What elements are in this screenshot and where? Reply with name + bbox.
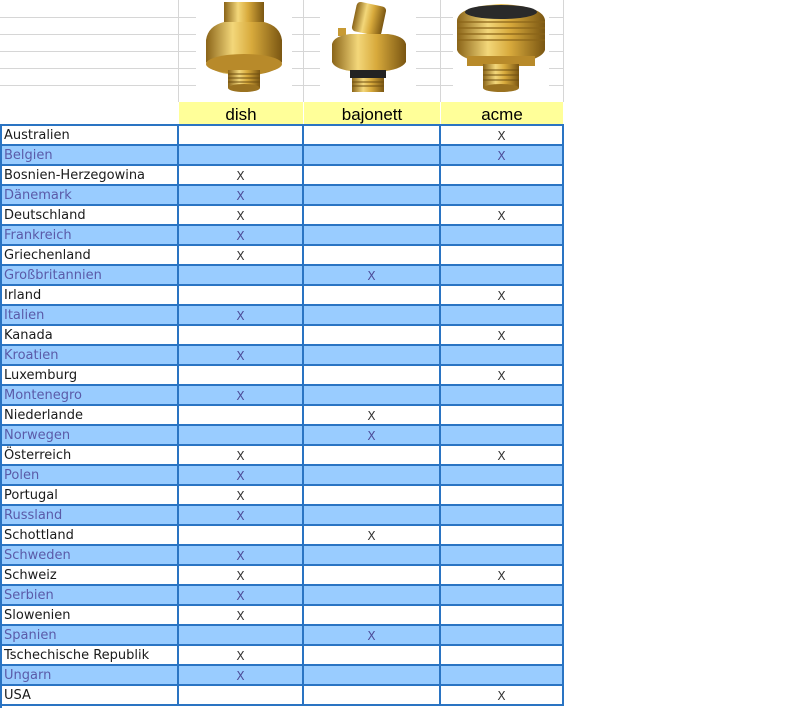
dish-cell <box>179 146 304 166</box>
bajonett-cell <box>304 246 441 266</box>
dish-cell <box>179 266 304 286</box>
table-row <box>0 286 564 306</box>
dish-fitting-image <box>196 0 292 100</box>
bajonett-cell <box>304 546 441 566</box>
dish-cell: X <box>179 546 304 566</box>
dish-cell <box>179 126 304 146</box>
column-header-bajonett: bajonett <box>304 102 440 126</box>
acme-cell: X <box>441 566 564 586</box>
dish-cell: X <box>179 606 304 626</box>
dish-cell: X <box>179 306 304 326</box>
country-cell: Serbien <box>0 586 179 606</box>
dish-cell: X <box>179 346 304 366</box>
country-cell: Polen <box>0 466 179 486</box>
bajonett-cell <box>304 146 441 166</box>
dish-cell: X <box>179 206 304 226</box>
dish-cell: X <box>179 466 304 486</box>
acme-cell: X <box>441 446 564 466</box>
bajonett-cell <box>304 326 441 346</box>
country-cell: Schweden <box>0 546 179 566</box>
dish-cell: X <box>179 226 304 246</box>
acme-cell <box>441 586 564 606</box>
country-cell: Australien <box>0 126 179 146</box>
table-row <box>0 126 564 146</box>
table-row <box>0 526 564 546</box>
table-row <box>0 346 564 366</box>
table-row <box>0 466 564 486</box>
table-row <box>0 366 564 386</box>
acme-cell <box>441 306 564 326</box>
acme-cell: X <box>441 326 564 346</box>
column-header-dish: dish <box>179 102 303 126</box>
table-row <box>0 306 564 326</box>
bajonett-cell <box>304 126 441 146</box>
country-cell: Kanada <box>0 326 179 346</box>
table-row <box>0 626 564 646</box>
table-row <box>0 686 564 706</box>
table-row <box>0 186 564 206</box>
acme-cell <box>441 186 564 206</box>
dish-cell: X <box>179 486 304 506</box>
dish-cell: X <box>179 646 304 666</box>
dish-cell: X <box>179 246 304 266</box>
bajonett-cell <box>304 386 441 406</box>
header-blank-cell <box>0 102 178 126</box>
acme-cell: X <box>441 146 564 166</box>
acme-cell: X <box>441 286 564 306</box>
acme-cell <box>441 546 564 566</box>
dish-cell: X <box>179 386 304 406</box>
bajonett-cell <box>304 586 441 606</box>
table-row <box>0 426 564 446</box>
dish-cell <box>179 686 304 706</box>
bajonett-cell <box>304 646 441 666</box>
acme-cell <box>441 606 564 626</box>
country-cell: Russland <box>0 506 179 526</box>
country-cell: Niederlande <box>0 406 179 426</box>
fitting-images-area <box>0 0 564 102</box>
country-cell: Portugal <box>0 486 179 506</box>
bajonett-cell <box>304 486 441 506</box>
bajonett-cell <box>304 166 441 186</box>
bajonett-cell <box>304 506 441 526</box>
acme-cell <box>441 646 564 666</box>
dish-cell: X <box>179 166 304 186</box>
country-cell: Großbritannien <box>0 266 179 286</box>
bajonett-cell: X <box>304 626 441 646</box>
table-row <box>0 266 564 286</box>
acme-cell <box>441 246 564 266</box>
bajonett-cell <box>304 466 441 486</box>
dish-cell <box>179 526 304 546</box>
acme-cell <box>441 526 564 546</box>
bajonett-cell: X <box>304 406 441 426</box>
acme-cell <box>441 346 564 366</box>
table-row <box>0 606 564 626</box>
acme-cell <box>441 166 564 186</box>
country-cell: Luxemburg <box>0 366 179 386</box>
bajonett-cell <box>304 206 441 226</box>
country-cell: USA <box>0 686 179 706</box>
dish-cell: X <box>179 506 304 526</box>
column-header-acme: acme <box>441 102 563 126</box>
acme-cell <box>441 466 564 486</box>
country-cell: Dänemark <box>0 186 179 206</box>
bajonett-cell <box>304 306 441 326</box>
acme-cell <box>441 406 564 426</box>
dish-cell <box>179 286 304 306</box>
table-row <box>0 546 564 566</box>
table-row <box>0 386 564 406</box>
acme-cell: X <box>441 366 564 386</box>
bajonett-cell <box>304 566 441 586</box>
acme-cell <box>441 626 564 646</box>
country-cell: Norwegen <box>0 426 179 446</box>
acme-cell <box>441 506 564 526</box>
table-left-border <box>0 124 2 708</box>
table-row <box>0 146 564 166</box>
acme-cell: X <box>441 126 564 146</box>
acme-cell <box>441 386 564 406</box>
table-row <box>0 406 564 426</box>
table-row <box>0 166 564 186</box>
bajonett-cell <box>304 226 441 246</box>
country-cell: Montenegro <box>0 386 179 406</box>
dish-cell <box>179 426 304 446</box>
bajonett-cell: X <box>304 426 441 446</box>
country-cell: Slowenien <box>0 606 179 626</box>
country-cell: Griechenland <box>0 246 179 266</box>
country-cell: Tschechische Republik <box>0 646 179 666</box>
column-header-row <box>0 102 564 126</box>
dish-cell: X <box>179 186 304 206</box>
acme-cell <box>441 426 564 446</box>
acme-cell <box>441 666 564 686</box>
table-row <box>0 246 564 266</box>
country-cell: Belgien <box>0 146 179 166</box>
table-row <box>0 666 564 686</box>
bajonett-cell <box>304 346 441 366</box>
dish-cell <box>179 626 304 646</box>
country-cell: Italien <box>0 306 179 326</box>
table-row <box>0 486 564 506</box>
country-cell: Deutschland <box>0 206 179 226</box>
country-cell: Schottland <box>0 526 179 546</box>
bajonett-fitting-image <box>320 0 416 100</box>
acme-cell <box>441 226 564 246</box>
dish-cell <box>179 366 304 386</box>
table-row <box>0 646 564 666</box>
acme-cell: X <box>441 686 564 706</box>
country-cell: Spanien <box>0 626 179 646</box>
bajonett-cell <box>304 666 441 686</box>
table-row <box>0 226 564 246</box>
country-cell: Österreich <box>0 446 179 466</box>
bajonett-cell: X <box>304 526 441 546</box>
country-cell: Kroatien <box>0 346 179 366</box>
country-cell: Ungarn <box>0 666 179 686</box>
table-row <box>0 446 564 466</box>
dish-cell <box>179 406 304 426</box>
dish-cell: X <box>179 566 304 586</box>
bajonett-cell: X <box>304 266 441 286</box>
bajonett-cell <box>304 606 441 626</box>
acme-cell <box>441 486 564 506</box>
table-row <box>0 566 564 586</box>
dish-cell <box>179 326 304 346</box>
table-row <box>0 326 564 346</box>
acme-cell: X <box>441 206 564 226</box>
dish-cell: X <box>179 446 304 466</box>
country-cell: Frankreich <box>0 226 179 246</box>
acme-cell <box>441 266 564 286</box>
table-row <box>0 506 564 526</box>
dish-cell: X <box>179 666 304 686</box>
bajonett-cell <box>304 686 441 706</box>
compatibility-table <box>0 126 564 706</box>
bajonett-cell <box>304 286 441 306</box>
country-cell: Schweiz <box>0 566 179 586</box>
acme-fitting-image <box>453 0 549 100</box>
bajonett-cell <box>304 186 441 206</box>
dish-cell: X <box>179 586 304 606</box>
country-cell: Irland <box>0 286 179 306</box>
table-row <box>0 586 564 606</box>
bajonett-cell <box>304 366 441 386</box>
bajonett-cell <box>304 446 441 466</box>
table-row <box>0 206 564 226</box>
country-cell: Bosnien-Herzegowina <box>0 166 179 186</box>
